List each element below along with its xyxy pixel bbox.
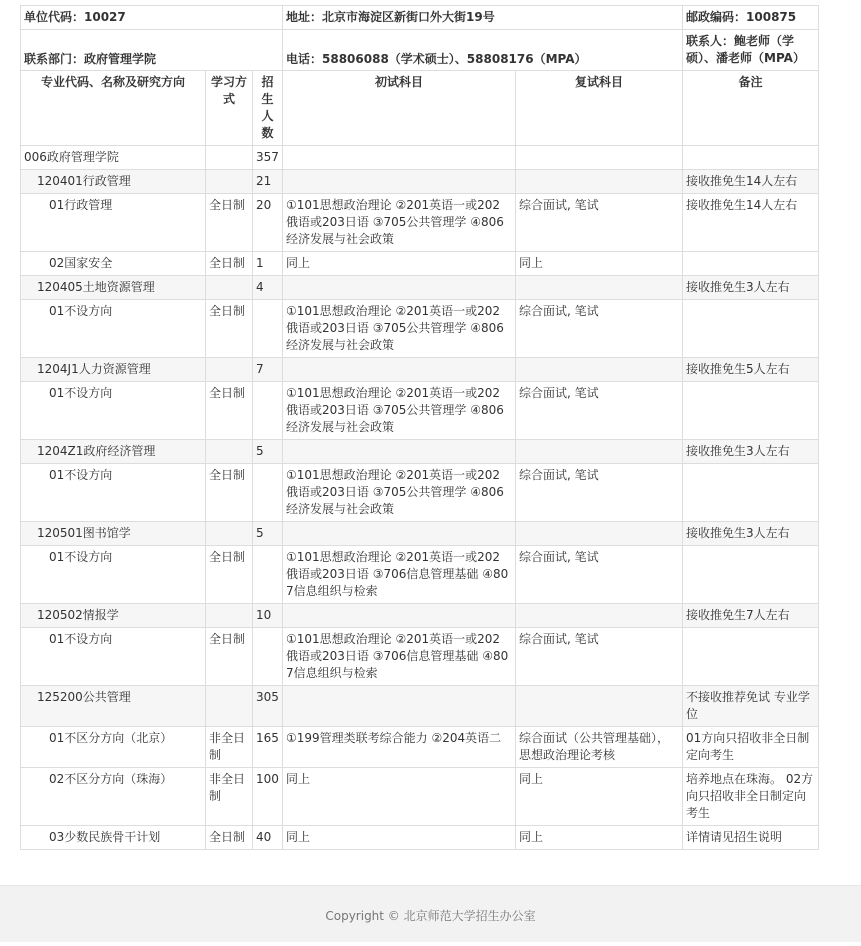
header-notes: 备注: [683, 71, 819, 146]
preliminary-exam: [283, 276, 516, 300]
note: [683, 300, 819, 358]
preliminary-exam: 同上: [283, 252, 516, 276]
study-mode: 全日制: [206, 826, 253, 850]
note: [683, 252, 819, 276]
study-mode: 全日制: [206, 628, 253, 686]
address: 地址：北京市海淀区新街口外大街19号: [283, 6, 683, 30]
enrollment-count: 5: [253, 440, 283, 464]
enrollment-count: [253, 382, 283, 440]
retest-exam: 综合面试, 笔试: [516, 194, 683, 252]
table-row: [21, 276, 819, 300]
study-mode: [206, 440, 253, 464]
enrollment-count: 100: [253, 768, 283, 826]
note: [683, 382, 819, 440]
retest-exam: [516, 170, 683, 194]
header-preliminary-exam: 初试科目: [283, 71, 516, 146]
retest-exam: [516, 440, 683, 464]
enrollment-count: 4: [253, 276, 283, 300]
study-mode: [206, 358, 253, 382]
enrollment-count: 21: [253, 170, 283, 194]
study-mode: [206, 686, 253, 727]
retest-exam: 综合面试, 笔试: [516, 546, 683, 604]
major-name: 120401行政管理: [21, 170, 206, 194]
table-row: [21, 768, 819, 826]
study-mode: 全日制: [206, 382, 253, 440]
major-name: 1204J1人力资源管理: [21, 358, 206, 382]
note: 接收推免生3人左右: [683, 276, 819, 300]
table-row: [21, 170, 819, 194]
enrollment-count: 1: [253, 252, 283, 276]
retest-exam: [516, 276, 683, 300]
header-study-mode: 学习方式: [206, 71, 253, 146]
preliminary-exam: [283, 522, 516, 546]
study-mode: 非全日制: [206, 768, 253, 826]
header-enrollment-count: 招生人数: [253, 71, 283, 146]
study-mode: [206, 522, 253, 546]
preliminary-exam: 同上: [283, 826, 516, 850]
major-name: 01行政管理: [21, 194, 206, 252]
table-row: [21, 522, 819, 546]
study-mode: 全日制: [206, 194, 253, 252]
major-name: 02不区分方向（珠海）: [21, 768, 206, 826]
table-row: [21, 686, 819, 727]
table-row: [21, 358, 819, 382]
postcode: 邮政编码：100875: [683, 6, 819, 30]
major-name: 006政府管理学院: [21, 146, 206, 170]
retest-exam: [516, 686, 683, 727]
note: 接收推免生14人左右: [683, 170, 819, 194]
study-mode: [206, 170, 253, 194]
table-row: [21, 464, 819, 522]
contact-person: 联系人：鲍老师（学硕）、潘老师（MPA）: [683, 30, 819, 71]
major-name: 120405土地资源管理: [21, 276, 206, 300]
preliminary-exam: ①101思想政治理论 ②201英语一或202俄语或203日语 ③705公共管理学 ④806经济发展与社会政策: [283, 382, 516, 440]
enrollment-count: 20: [253, 194, 283, 252]
enrollment-count: 5: [253, 522, 283, 546]
table-row: [21, 382, 819, 440]
study-mode: 全日制: [206, 300, 253, 358]
study-mode: [206, 604, 253, 628]
admission-catalog-table: [20, 5, 819, 850]
major-name: 01不设方向: [21, 628, 206, 686]
retest-exam: 综合面试, 笔试: [516, 628, 683, 686]
enrollment-count: 7: [253, 358, 283, 382]
note: 接收推免生3人左右: [683, 440, 819, 464]
table-row: [21, 546, 819, 604]
note: [683, 146, 819, 170]
note: [683, 628, 819, 686]
header-major: 专业代码、名称及研究方向: [21, 71, 206, 146]
table-row: [21, 628, 819, 686]
retest-exam: [516, 358, 683, 382]
preliminary-exam: [283, 604, 516, 628]
retest-exam: 同上: [516, 768, 683, 826]
study-mode: 全日制: [206, 252, 253, 276]
enrollment-count: 305: [253, 686, 283, 727]
table-row: [21, 252, 819, 276]
study-mode: [206, 146, 253, 170]
note: 培养地点在珠海。 02方向只招收非全日制定向考生: [683, 768, 819, 826]
preliminary-exam: ①101思想政治理论 ②201英语一或202俄语或203日语 ③705公共管理学 ④806经济发展与社会政策: [283, 194, 516, 252]
retest-exam: 同上: [516, 252, 683, 276]
note: [683, 546, 819, 604]
note: 接收推免生3人左右: [683, 522, 819, 546]
enrollment-count: [253, 300, 283, 358]
major-name: 02国家安全: [21, 252, 206, 276]
study-mode: 非全日制: [206, 727, 253, 768]
table-row: [21, 300, 819, 358]
preliminary-exam: ①101思想政治理论 ②201英语一或202俄语或203日语 ③706信息管理基础 ④807信息组织与检索: [283, 546, 516, 604]
table-row: [21, 826, 819, 850]
info-row-2: [21, 30, 819, 71]
info-row-1: [21, 6, 819, 30]
retest-exam: [516, 146, 683, 170]
preliminary-exam: ①199管理类联考综合能力 ②204英语二: [283, 727, 516, 768]
major-name: 01不设方向: [21, 464, 206, 522]
retest-exam: [516, 604, 683, 628]
enrollment-count: 40: [253, 826, 283, 850]
preliminary-exam: [283, 358, 516, 382]
preliminary-exam: ①101思想政治理论 ②201英语一或202俄语或203日语 ③705公共管理学 ④806经济发展与社会政策: [283, 464, 516, 522]
major-name: 01不设方向: [21, 382, 206, 440]
preliminary-exam: ①101思想政治理论 ②201英语一或202俄语或203日语 ③705公共管理学 ④806经济发展与社会政策: [283, 300, 516, 358]
enrollment-count: 165: [253, 727, 283, 768]
catalog-container: [20, 5, 818, 850]
retest-exam: 综合面试, 笔试: [516, 300, 683, 358]
study-mode: 全日制: [206, 464, 253, 522]
major-name: 1204Z1政府经济管理: [21, 440, 206, 464]
table-row: [21, 440, 819, 464]
contact-department: 联系部门：政府管理学院: [21, 30, 283, 71]
preliminary-exam: [283, 440, 516, 464]
note: 接收推免生14人左右: [683, 194, 819, 252]
table-row: [21, 194, 819, 252]
table-header-row: [21, 71, 819, 146]
enrollment-count: [253, 628, 283, 686]
study-mode: [206, 276, 253, 300]
major-name: 01不设方向: [21, 546, 206, 604]
page-footer: [0, 885, 861, 942]
major-name: 03少数民族骨干计划: [21, 826, 206, 850]
preliminary-exam: [283, 170, 516, 194]
note: [683, 464, 819, 522]
phone: 电话：58806088（学术硕士）、58808176（MPA）: [283, 30, 683, 71]
major-name: 120501图书馆学: [21, 522, 206, 546]
retest-exam: 综合面试, 笔试: [516, 382, 683, 440]
retest-exam: 综合面试, 笔试: [516, 464, 683, 522]
unit-code: 单位代码：10027: [21, 6, 283, 30]
table-row: [21, 727, 819, 768]
major-name: 120502情报学: [21, 604, 206, 628]
retest-exam: 同上: [516, 826, 683, 850]
note: 详情请见招生说明: [683, 826, 819, 850]
preliminary-exam: ①101思想政治理论 ②201英语一或202俄语或203日语 ③706信息管理基础 ④807信息组织与检索: [283, 628, 516, 686]
retest-exam: 综合面试（公共管理基础），思想政治理论考核: [516, 727, 683, 768]
preliminary-exam: [283, 146, 516, 170]
table-row: [21, 146, 819, 170]
note: 接收推免生7人左右: [683, 604, 819, 628]
enrollment-count: [253, 546, 283, 604]
enrollment-count: 10: [253, 604, 283, 628]
enrollment-count: 357: [253, 146, 283, 170]
preliminary-exam: [283, 686, 516, 727]
preliminary-exam: 同上: [283, 768, 516, 826]
retest-exam: [516, 522, 683, 546]
header-retest-exam: 复试科目: [516, 71, 683, 146]
study-mode: 全日制: [206, 546, 253, 604]
copyright-text: Copyright © 北京师范大学招生办公室: [325, 909, 536, 923]
major-name: 01不区分方向（北京）: [21, 727, 206, 768]
table-row: [21, 604, 819, 628]
note: 不接收推荐免试 专业学位: [683, 686, 819, 727]
note: 接收推免生5人左右: [683, 358, 819, 382]
enrollment-count: [253, 464, 283, 522]
major-name: 125200公共管理: [21, 686, 206, 727]
note: 01方向只招收非全日制定向考生: [683, 727, 819, 768]
major-name: 01不设方向: [21, 300, 206, 358]
